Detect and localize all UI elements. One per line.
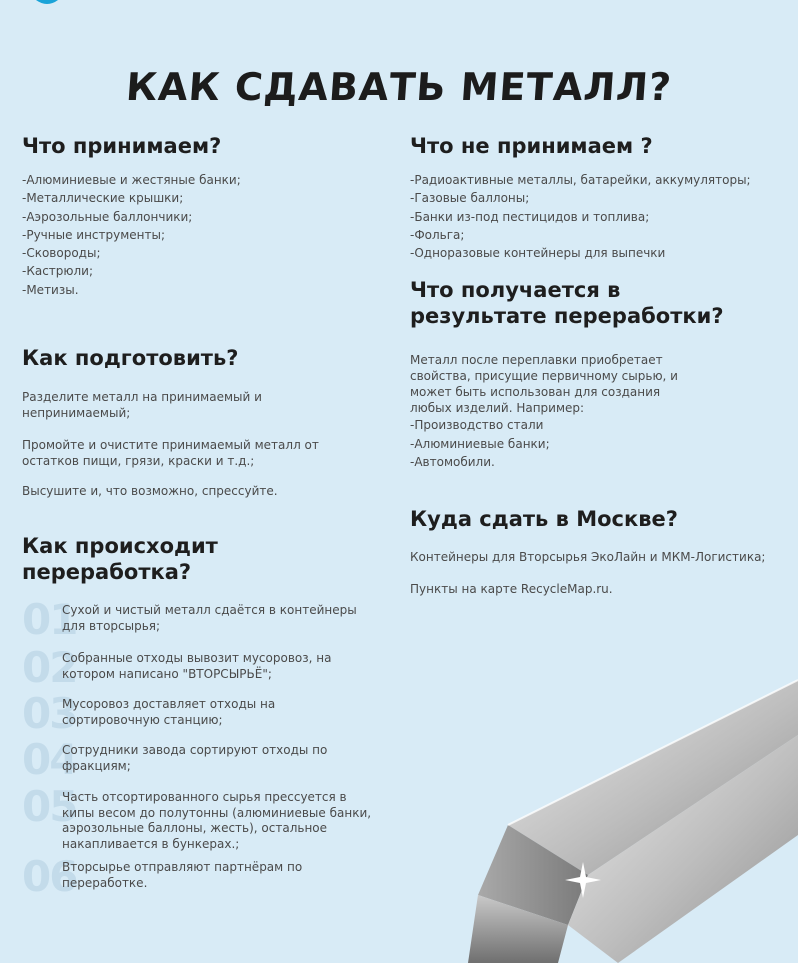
list-item: -Кастрюли; [22, 264, 94, 279]
list-item: -Производство стали [410, 418, 544, 432]
step-text: Сухой и чистый металл сдаётся в контейнеры для вторсырья; [62, 603, 357, 633]
process-step [22, 852, 362, 906]
list-item: -Одноразовые контейнеры для выпечки [410, 246, 666, 261]
list-item: -Ручные инструменты; [22, 227, 166, 242]
where-heading: Куда сдать в Москве? [410, 507, 678, 531]
list-item: -Автомобили. [410, 455, 495, 469]
metal-ingot-icon [468, 675, 798, 963]
step-text: Мусоровоз доставляет отходы на сортировочную станцию; [62, 697, 276, 727]
list-item: -Метизы. [22, 282, 79, 297]
list-item: -Банки из-под пестицидов и топлива; [410, 209, 650, 224]
step-number: 06 [22, 852, 77, 901]
accepted-list [22, 171, 241, 299]
list-item: -Сковороды; [22, 246, 101, 261]
step-text: Часть отсортированного сырья прессуется в кипы весом до полутонны (алюминиевые банки, аэрозольные баллоны, жесть), остальное накапливается в бункерах.; [62, 790, 372, 851]
prepare-paragraph: Разделите металл на принимаемый и непринимаемый; [22, 390, 262, 420]
result-intro: Металл после переплавки приобретает свойства, присущие первичному сырью, и может быть использован для создания любых изделий. Например: [410, 353, 678, 415]
prepare-heading: Как подготовить? [22, 346, 239, 370]
process-heading-line1: Как происходит [22, 534, 218, 558]
process-step [22, 782, 372, 856]
not-accepted-list [410, 171, 751, 262]
process-heading-line2: переработка? [22, 560, 192, 584]
list-item: -Алюминиевые банки; [410, 436, 550, 451]
list-item: -Алюминиевые и жестяные банки; [22, 173, 241, 187]
logo-icon [30, 0, 64, 6]
process-heading [22, 533, 218, 585]
step-number: 05 [22, 782, 77, 831]
not-accepted-heading: Что не принимаем ? [410, 134, 653, 158]
prepare-paragraph: Высушите и, что возможно, спрессуйте. [22, 484, 278, 498]
where-paragraph: Контейнеры для Вторсырья ЭкоЛайн и МКМ-Логистика; [410, 550, 766, 564]
prepare-paragraph: Промойте и очистите принимаемый металл от остатков пищи, грязи, краски и т.д.; [22, 438, 319, 468]
result-heading-line2: результате переработки? [410, 304, 724, 328]
list-item: -Газовые баллоны; [410, 191, 530, 206]
step-number: 04 [22, 735, 77, 784]
list-item: -Фольга; [410, 227, 465, 242]
step-text: Вторсырье отправляют партнёрам по переработке. [62, 860, 303, 890]
result-heading [410, 277, 724, 329]
list-item: -Металлические крышки; [22, 191, 184, 206]
list-item: -Аэрозольные баллончики; [22, 209, 193, 224]
step-number: 03 [22, 689, 77, 738]
page-title: КАК СДАВАТЬ МЕТАЛЛ? [124, 65, 674, 110]
where-paragraph: Пункты на карте RecycleMap.ru. [410, 582, 613, 596]
accepted-heading: Что принимаем? [22, 134, 222, 158]
result-heading-line1: Что получается в [410, 278, 621, 302]
step-text: Собранные отходы вывозит мусоровоз, на котором написано "ВТОРСЫРЬЁ"; [62, 651, 332, 681]
step-number: 02 [22, 643, 77, 692]
result-list [410, 416, 700, 472]
step-number: 01 [22, 595, 77, 644]
prepare-body [22, 389, 372, 511]
where-body [410, 549, 790, 609]
result-body [410, 352, 700, 472]
step-text: Сотрудники завода сортируют отходы по фракциям; [62, 743, 328, 773]
list-item: -Радиоактивные металлы, батарейки, аккумуляторы; [410, 173, 751, 187]
